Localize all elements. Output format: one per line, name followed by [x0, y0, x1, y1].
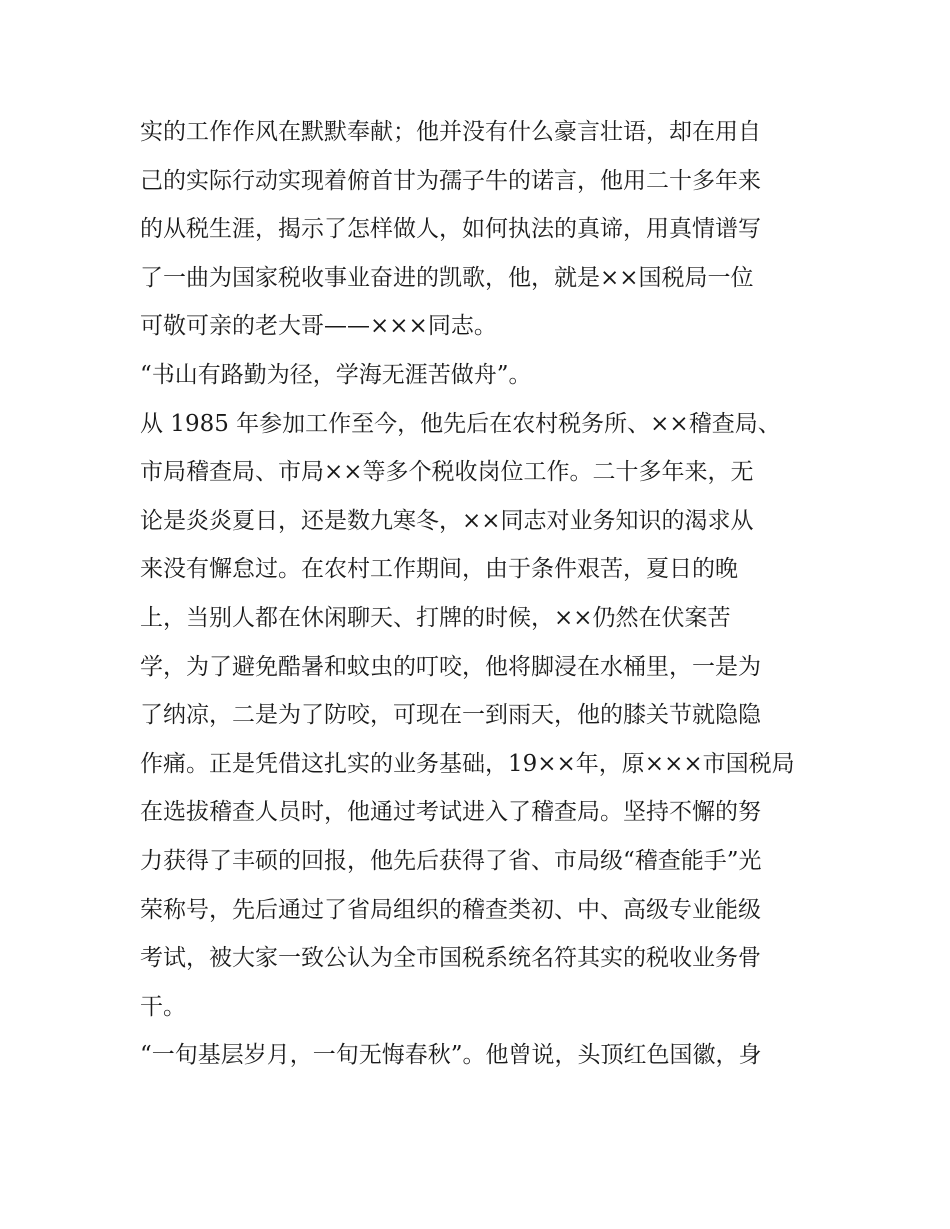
text-line: 作痛。正是凭借这扎实的业务基础，19××年，原×××市国税局 [140, 750, 795, 777]
text-line: 上，当别人都在休闲聊天、打牌的时候，××仍然在伏案苦 [140, 604, 731, 631]
text-line: 论是炎炎夏日，还是数九寒冬，××同志对业务知识的渴求从 [140, 507, 754, 534]
text-line: “书山有路勤为径，学海无涯苦做舟”。 [140, 361, 532, 388]
text-line: 的从税生涯，揭示了怎样做人，如何执法的真谛，用真情谱写 [140, 216, 761, 243]
text-line: 市局稽查局、市局××等多个税收岗位工作。二十多年来，无 [140, 459, 754, 486]
text-line: 在选拔稽查人员时，他通过考试进入了稽查局。坚持不懈的努 [140, 799, 761, 826]
text-line: 考试，被大家一致公认为全市国税系统名符其实的税收业务骨 [140, 945, 761, 972]
text-line: 干。 [140, 993, 186, 1020]
text-line: “一旬基层岁月，一旬无悔春秋”。他曾说，头顶红色国徽，身 [140, 1042, 762, 1069]
text-line: 可敬可亲的老大哥——×××同志。 [140, 313, 497, 340]
text-line: 从 1985 年参加工作至今，他先后在农村税务所、××稽查局、 [140, 410, 781, 437]
text-line: 来没有懈怠过。在农村工作期间，由于条件艰苦，夏日的晚 [140, 556, 738, 583]
text-line: 学，为了避免酷暑和蚊虫的叮咬，他将脚浸在水桶里，一是为 [140, 653, 761, 680]
text-line: 实的工作作风在默默奉献；他并没有什么豪言壮语，却在用自 [140, 119, 761, 145]
body-text [140, 108, 830, 1080]
text-line: 了一曲为国家税收事业奋进的凯歌，他，就是××国税局一位 [140, 264, 754, 291]
text-line: 荣称号，先后通过了省局组织的稽查类初、中、高级专业能级 [140, 896, 761, 923]
text-line: 己的实际行动实现着俯首甘为孺子牛的诺言，他用二十多年来 [140, 167, 761, 194]
text-line: 力获得了丰硕的回报，他先后获得了省、市局级“稽查能手”光 [140, 847, 762, 874]
text-line: 了纳凉，二是为了防咬，可现在一到雨天，他的膝关节就隐隐 [140, 702, 761, 729]
